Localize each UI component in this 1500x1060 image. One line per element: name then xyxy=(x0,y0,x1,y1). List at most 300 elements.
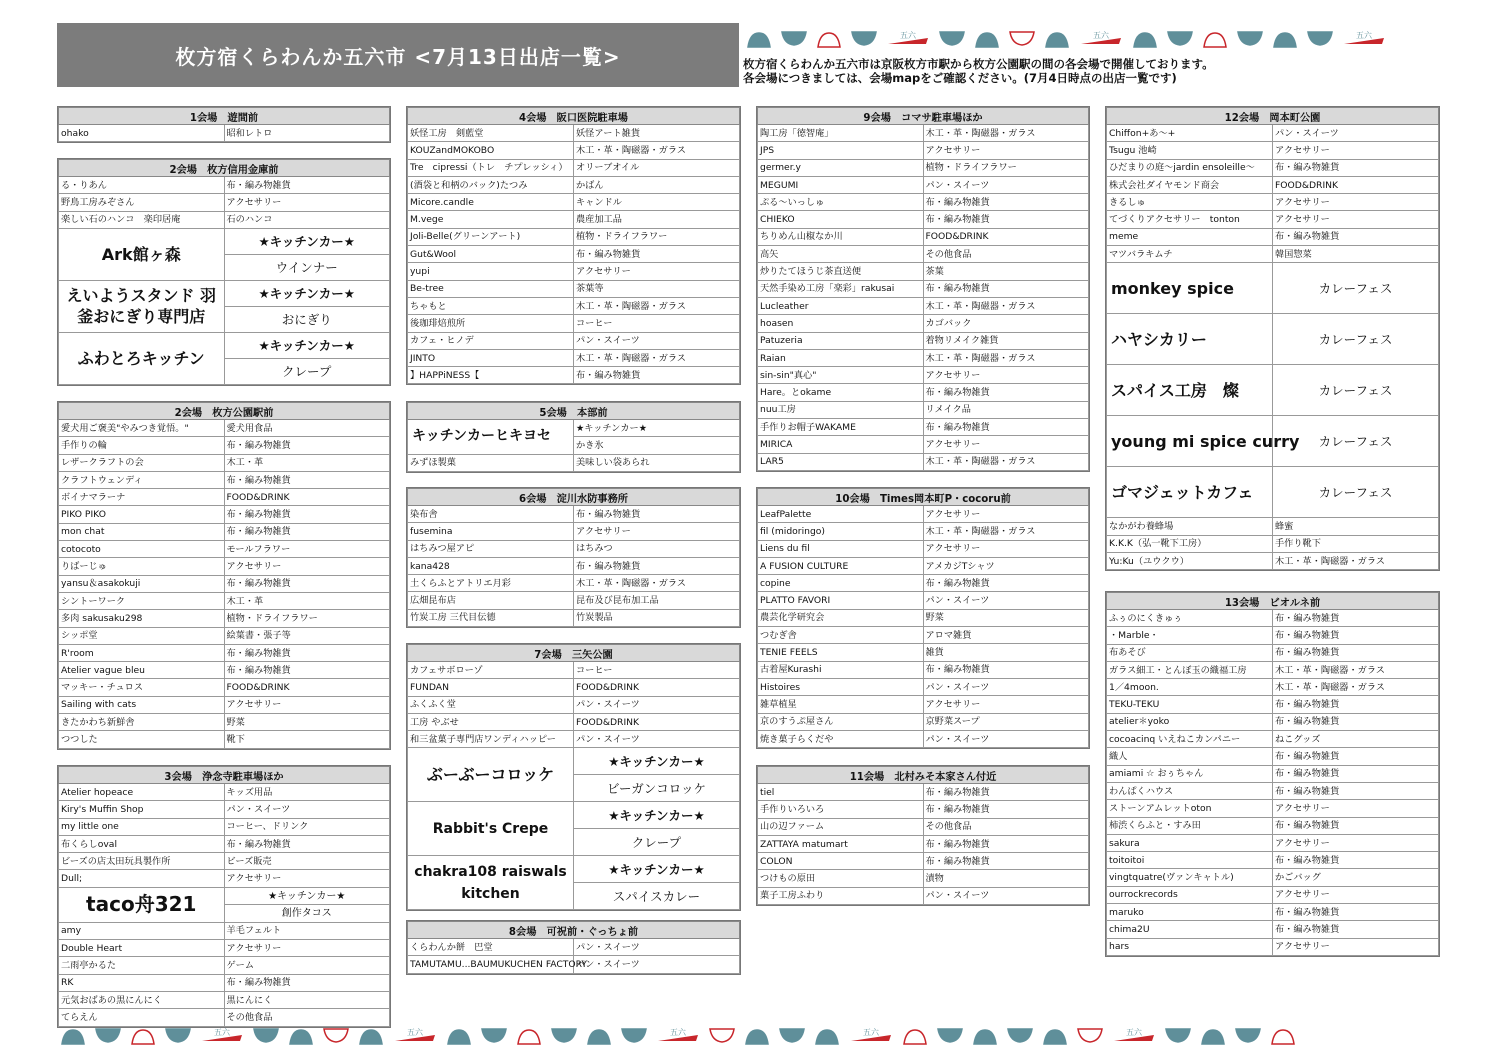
curry-fes-row xyxy=(1107,365,1439,416)
vendor-row xyxy=(1107,921,1439,938)
vendor-category: アクセサリー xyxy=(923,696,1089,713)
venue-13-table xyxy=(1105,591,1440,957)
vendor-row xyxy=(758,453,1089,470)
vendor-category: FOOD&DRINK xyxy=(574,679,740,696)
vendor-category: 茶葉 xyxy=(923,263,1089,280)
vendor-row xyxy=(408,540,740,557)
vendor-category: 野菜 xyxy=(224,714,390,731)
vendor-name: 焼き菓子らくだや xyxy=(758,730,924,747)
vendor-category: アクセサリー xyxy=(574,263,740,280)
vendor-row xyxy=(59,940,390,957)
vendor-category: パン・スイーツ xyxy=(923,887,1089,904)
vendor-name: 手作りお帽子WAKAME xyxy=(758,419,924,436)
vendor-category: パン・スイーツ xyxy=(574,332,740,349)
vendor-name: きたかわち新鮮舎 xyxy=(59,714,225,731)
vendor-row xyxy=(408,332,740,349)
venue-3-header: 3会場 浄念寺駐車場ほか xyxy=(59,767,390,784)
vendor-row xyxy=(1107,535,1439,552)
kitchen-car-item: おにぎり xyxy=(224,306,390,332)
kitchen-car-name: ふわとろキッチン xyxy=(59,332,225,384)
logo-text: 五六 xyxy=(1093,31,1109,40)
vendor-category: 木工・革・陶磁器・ガラス xyxy=(923,349,1089,366)
vendor-category: 愛犬用食品 xyxy=(224,420,390,437)
vendor-name: シッポ堂 xyxy=(59,627,225,644)
vendor-row xyxy=(1107,552,1439,569)
vendor-name: 竹炭工房 三代目伝德 xyxy=(408,609,574,626)
vendor-category: 木工・革・陶磁器・ガラス xyxy=(923,523,1089,540)
vendor-category: 絵葉書・張子等 xyxy=(224,627,390,644)
vendor-row xyxy=(59,731,390,748)
vendor-name: Gut&Wool xyxy=(408,246,574,263)
vendor-row xyxy=(758,246,1089,263)
vendor-row xyxy=(758,142,1089,159)
vendor-name: つつした xyxy=(59,731,225,748)
bowl-icon xyxy=(1165,1027,1191,1045)
vendor-name: てらえん xyxy=(59,1009,225,1026)
kitchen-car-tag: ★キッチンカー★ xyxy=(224,332,390,358)
vendor-row xyxy=(59,870,390,887)
kitchen-car-row xyxy=(408,856,740,883)
vendor-category: コーヒー xyxy=(574,662,740,679)
kitchen-car-tag: ★キッチンカー★ xyxy=(574,856,740,883)
vendor-name: Sailing with cats xyxy=(59,696,225,713)
vendor-name: 和三盆菓子専門店ワンディハッピー xyxy=(408,731,574,748)
vendor-row xyxy=(408,731,740,748)
vendor-category: 布・編み物雑貨 xyxy=(224,575,390,592)
vendor-row xyxy=(758,297,1089,314)
vendor-category: 布・編み物雑貨 xyxy=(224,974,390,991)
vendor-row xyxy=(758,349,1089,366)
vendor-name: つむぎ舎 xyxy=(758,627,924,644)
vendor-name: FUNDAN xyxy=(408,679,574,696)
vendor-row xyxy=(59,714,390,731)
vendor-name: カフェサボローゾ xyxy=(408,662,574,679)
vendor-name: くらわんか餅 巴堂 xyxy=(408,939,574,956)
vendor-row xyxy=(1107,869,1439,886)
vendor-category: 布・編み物雑貨 xyxy=(923,575,1089,592)
vendor-name: R'room xyxy=(59,644,225,661)
vendor-row xyxy=(1107,731,1439,748)
vendor-row xyxy=(758,315,1089,332)
kitchen-car-name: ぶーぶーコロッケ xyxy=(408,748,574,802)
vendor-name: Yu:Ku（ユウクウ） xyxy=(1107,552,1273,569)
vendor-row xyxy=(1107,211,1439,228)
vendor-category: オリーブオイル xyxy=(574,159,740,176)
kitchen-car-tag: ★キッチンカー★ xyxy=(224,280,390,306)
vendor-row xyxy=(59,506,390,523)
vendor-name: kana428 xyxy=(408,557,574,574)
gorokuichi-logo-icon xyxy=(656,1027,700,1045)
vendor-row xyxy=(1107,518,1439,535)
vendor-row xyxy=(408,523,740,540)
vendor-row xyxy=(59,541,390,558)
vendor-name: chima2U xyxy=(1107,921,1273,938)
vendor-category: パン・スイーツ xyxy=(224,801,390,818)
vendor-row xyxy=(758,801,1089,818)
vendor-category: 木工・革・陶磁器・ガラス xyxy=(574,297,740,314)
vendor-category: 美味しい袋あられ xyxy=(574,454,740,471)
vendor-category: 布・編み物雑貨 xyxy=(574,367,740,384)
vendor-name: ボイナマラーナ xyxy=(59,489,225,506)
gorokuichi-logo-icon xyxy=(886,30,930,48)
bowl-icon xyxy=(95,1027,121,1045)
vendor-row xyxy=(758,730,1089,747)
vendor-row xyxy=(408,454,740,471)
vendor-name: 雑草植星 xyxy=(758,696,924,713)
vendor-row xyxy=(59,818,390,835)
vendor-name: ohako xyxy=(59,125,225,142)
vendor-category: 蜂蜜 xyxy=(1273,518,1439,535)
vendor-row xyxy=(1107,142,1439,159)
vendor-row xyxy=(758,263,1089,280)
vendor-category: アクセサリー xyxy=(1273,886,1439,903)
vendor-name: マッキー・チュロス xyxy=(59,679,225,696)
vendor-category: 羊毛フェルト xyxy=(224,922,390,939)
bowl-icon xyxy=(1167,30,1193,48)
vendor-category: アメカジTシャツ xyxy=(923,557,1089,574)
vendor-category: アクセサリー xyxy=(1273,938,1439,955)
bowl-icon xyxy=(851,30,877,48)
vendor-name: Chiffon+あ〜+ xyxy=(1107,125,1273,142)
kitchen-car-row xyxy=(408,420,740,437)
bowl-icon xyxy=(1202,30,1228,48)
vendor-row xyxy=(1107,661,1439,678)
venue-9-table xyxy=(756,106,1090,472)
vendor-row xyxy=(408,125,740,142)
kitchen-car-name: chakra108 raiswals kitchen xyxy=(408,856,574,910)
vendor-category: コーヒー、ドリンク xyxy=(224,818,390,835)
vendor-row xyxy=(408,159,740,176)
vendor-category: 布・編み物雑貨 xyxy=(923,835,1089,852)
vendor-name: ガラス細工・とんぼ玉の織福工房 xyxy=(1107,661,1273,678)
vendor-category: キッズ用品 xyxy=(224,784,390,801)
vendor-category: 布・編み物雑貨 xyxy=(574,506,740,523)
vendor-row xyxy=(59,194,390,211)
kitchen-car-name: キッチンカーヒキヨセ xyxy=(408,420,574,455)
vendor-category: キャンドル xyxy=(574,194,740,211)
curry-fes-row xyxy=(1107,263,1439,314)
bowl-icon xyxy=(130,1027,156,1045)
intro-line: 枚方宿くらわんか五六市は京阪枚方市駅から枚方公園駅の間の各会場で開催しております。 xyxy=(743,57,1214,71)
vendor-name: amy xyxy=(59,922,225,939)
bowl-icon xyxy=(1235,1027,1261,1045)
vendor-name: Tsugu 池崎 xyxy=(1107,142,1273,159)
vendor-row xyxy=(408,315,740,332)
vendor-category: 布・編み物雑貨 xyxy=(1273,904,1439,921)
bowl-icon xyxy=(939,30,965,48)
kitchen-car-item: ビーガンコロッケ xyxy=(574,775,740,802)
vendor-category: FOOD&DRINK xyxy=(224,489,390,506)
vendor-category: 布・編み物雑貨 xyxy=(224,471,390,488)
vendor-category: かごバッグ xyxy=(1273,869,1439,886)
vendor-name: LAR5 xyxy=(758,453,924,470)
vendor-category: パン・スイーツ xyxy=(923,176,1089,193)
vendor-row xyxy=(1107,696,1439,713)
bowl-icon xyxy=(60,1027,86,1045)
kitchen-car-item: 創作タコス xyxy=(224,905,390,923)
vendor-row xyxy=(408,557,740,574)
vendor-category: ねこグッズ xyxy=(1273,731,1439,748)
kitchen-car-item: クレープ xyxy=(574,829,740,856)
vendor-name: カフェ・ヒノデ xyxy=(408,332,574,349)
vendor-row xyxy=(758,609,1089,626)
vendor-category: アクセサリー xyxy=(224,194,390,211)
vendor-name: 手作りいろいろ xyxy=(758,801,924,818)
bowl-icon xyxy=(1237,30,1263,48)
bowl-icon xyxy=(779,1027,805,1045)
vendor-row xyxy=(1107,176,1439,193)
vendor-row xyxy=(758,818,1089,835)
vendor-category: 布・編み物雑貨 xyxy=(923,384,1089,401)
vendor-row xyxy=(1107,246,1439,263)
vendor-name: Double Heart xyxy=(59,940,225,957)
bowl-icon xyxy=(1307,30,1333,48)
kitchen-car-tag: ★キッチンカー★ xyxy=(574,802,740,829)
vendor-category: 布・編み物雑貨 xyxy=(1273,921,1439,938)
vendor-row xyxy=(1107,159,1439,176)
venue-11-table xyxy=(756,765,1090,906)
vendor-name: fil (midoringo) xyxy=(758,523,924,540)
vendor-name: ・Marble・ xyxy=(1107,627,1273,644)
vendor-name: yansu＆asakokuji xyxy=(59,575,225,592)
kitchen-car-tag: ★キッチンカー★ xyxy=(574,748,740,775)
vendor-category: パン・スイーツ xyxy=(574,731,740,748)
vendor-category: 布・編み物雑貨 xyxy=(224,523,390,540)
vendor-name: ハヤシカリー xyxy=(1107,314,1273,365)
vendor-name: ふくふく堂 xyxy=(408,696,574,713)
vendor-category: 布・編み物雑貨 xyxy=(923,801,1089,818)
vendor-row xyxy=(758,853,1089,870)
vendor-category: 木工・革・陶磁器・ガラス xyxy=(574,142,740,159)
vendor-row xyxy=(408,228,740,245)
vendor-category: ビーズ販売 xyxy=(224,853,390,870)
vendor-category: 植物・ドライフラワー xyxy=(574,228,740,245)
vendor-name: 織人 xyxy=(1107,748,1273,765)
vendor-category: 布・編み物雑貨 xyxy=(1273,644,1439,661)
vendor-row xyxy=(758,419,1089,436)
kitchen-car-row xyxy=(59,228,390,254)
logo-text: 五六 xyxy=(1126,1028,1142,1037)
vendor-name: 妖怪工房 剣藍堂 xyxy=(408,125,574,142)
vendor-category: 木工・革・陶磁器・ガラス xyxy=(574,349,740,366)
vendor-name: Be-tree xyxy=(408,280,574,297)
bowl-icon xyxy=(1077,1027,1103,1045)
vendor-category: パン・スイーツ xyxy=(1273,125,1439,142)
bowl-icon xyxy=(446,1027,472,1045)
vendor-category: 布・編み物雑貨 xyxy=(923,853,1089,870)
vendor-row xyxy=(59,957,390,974)
vendor-name: TENIE FEELS xyxy=(758,644,924,661)
vendor-row xyxy=(59,437,390,454)
vendor-category: FOOD&DRINK xyxy=(1273,176,1439,193)
vendor-row xyxy=(758,401,1089,418)
vendor-name: 広畑昆布店 xyxy=(408,592,574,609)
vendor-name: A FUSION CULTURE xyxy=(758,557,924,574)
vendor-category: 布・編み物雑貨 xyxy=(574,246,740,263)
vendor-name: Dull; xyxy=(59,870,225,887)
gorokuichi-logo-icon xyxy=(849,1027,893,1045)
vendor-row xyxy=(59,644,390,661)
venue-6-table xyxy=(406,487,741,628)
vendor-category: アクセサリー xyxy=(224,558,390,575)
gorokuichi-logo-icon xyxy=(1079,30,1123,48)
vendor-category: 雑貨 xyxy=(923,644,1089,661)
venue-2b-header: 2会場 枚方公園駅前 xyxy=(59,403,390,420)
vendor-name: Atelier vague bleu xyxy=(59,662,225,679)
logo-text: 五六 xyxy=(900,31,916,40)
vendor-name: る・りあん xyxy=(59,177,225,194)
vendor-category: 布・編み物雑貨 xyxy=(1273,627,1439,644)
vendor-name: 二雨亭かるた xyxy=(59,957,225,974)
vendor-category: アクセサリー xyxy=(574,523,740,540)
vendor-row xyxy=(1107,938,1439,955)
vendor-name: JPS xyxy=(758,142,924,159)
vendor-category: 布・編み物雑貨 xyxy=(224,835,390,852)
venue-2a-header: 2会場 枚方信用金庫前 xyxy=(59,160,390,177)
vendor-row xyxy=(1107,194,1439,211)
vendor-row xyxy=(408,280,740,297)
vendor-row xyxy=(408,713,740,730)
venue-7-table xyxy=(406,643,741,911)
vendor-category: 布・編み物雑貨 xyxy=(574,557,740,574)
vendor-category: 布・編み物雑貨 xyxy=(1273,713,1439,730)
vendor-name: meme xyxy=(1107,228,1273,245)
vendor-name: ひだまりの庭〜jardin ensoleille〜 xyxy=(1107,159,1273,176)
vendor-name: my little one xyxy=(59,818,225,835)
vendor-name: RK xyxy=(59,974,225,991)
vendor-category: 妖怪アート雑貨 xyxy=(574,125,740,142)
kitchen-car-row xyxy=(59,332,390,358)
vendor-name: Micore.candle xyxy=(408,194,574,211)
vendor-category: カレーフェス xyxy=(1273,365,1439,416)
bowl-icon xyxy=(709,1027,735,1045)
vendor-row xyxy=(758,280,1089,297)
vendor-name: K.K.K（弘一靴下工房） xyxy=(1107,535,1273,552)
vendor-row xyxy=(408,592,740,609)
vendor-category: 布・編み物雑貨 xyxy=(1273,817,1439,834)
vendor-row xyxy=(1107,679,1439,696)
vendor-row xyxy=(408,211,740,228)
vendor-name: toitoitoi xyxy=(1107,852,1273,869)
vendor-row xyxy=(59,125,390,142)
kitchen-car-tag: ★キッチンカー★ xyxy=(574,420,740,437)
vendor-category: 靴下 xyxy=(224,731,390,748)
bowl-icon xyxy=(288,1027,314,1045)
vendor-name: 農芸化学研究会 xyxy=(758,609,924,626)
vendor-row xyxy=(758,384,1089,401)
kitchen-car-name: Ark館ヶ森 xyxy=(59,228,225,280)
bowl-icon xyxy=(1270,1027,1296,1045)
vendor-category: 木工・革・陶磁器・ガラス xyxy=(923,125,1089,142)
gorokuichi-logo-icon xyxy=(1112,1027,1156,1045)
vendor-category: FOOD&DRINK xyxy=(923,228,1089,245)
vendor-row xyxy=(758,644,1089,661)
vendor-category: カレーフェス xyxy=(1273,263,1439,314)
vendor-name: 布あそび xyxy=(1107,644,1273,661)
vendor-category: モールフラワー xyxy=(224,541,390,558)
vendor-category: 布・編み物雑貨 xyxy=(1273,782,1439,799)
kitchen-car-row xyxy=(408,802,740,829)
vendor-category: 布・編み物雑貨 xyxy=(1273,852,1439,869)
kitchen-car-item: ウインナー xyxy=(224,254,390,280)
vendor-name: ちゃもと xyxy=(408,297,574,314)
vendor-category: アクセサリー xyxy=(1273,800,1439,817)
vendor-name: COLON xyxy=(758,853,924,870)
vendor-name: スパイス工房 燦 xyxy=(1107,365,1273,416)
vendor-row xyxy=(408,679,740,696)
vendor-name: クラフトウェンディ xyxy=(59,471,225,488)
vendor-name: きるしゅ xyxy=(1107,194,1273,211)
vendor-name: TAMUTAMU...BAUMUKUCHEN FACTORY xyxy=(408,956,574,973)
vendor-name: young mi spice curry xyxy=(1107,416,1273,467)
vendor-row xyxy=(408,939,740,956)
vendor-name: sin-sin"真心" xyxy=(758,367,924,384)
vendor-category: 布・編み物雑貨 xyxy=(1273,228,1439,245)
kitchen-car-row xyxy=(59,887,390,905)
vendor-name: 元気おばあの黒にんにく xyxy=(59,991,225,1008)
vendor-category: 昆布及び昆布加工品 xyxy=(574,592,740,609)
vendor-name: 陶工房「徳智庵」 xyxy=(758,125,924,142)
vendor-row xyxy=(408,956,740,973)
venue-13-header: 13会場 ビオルネ前 xyxy=(1107,593,1439,610)
vendor-row xyxy=(758,332,1089,349)
vendor-name: hoasen xyxy=(758,315,924,332)
vendor-name: はちみつ屋アピ xyxy=(408,540,574,557)
vendor-name: KOUZandMOKOBO xyxy=(408,142,574,159)
vendor-row xyxy=(758,887,1089,904)
vendor-category: その他食品 xyxy=(923,818,1089,835)
vendor-name: yupi xyxy=(408,263,574,280)
vendor-category: 竹炭製品 xyxy=(574,609,740,626)
vendor-name: 】HAPPiNESS【 xyxy=(408,367,574,384)
vendor-row xyxy=(1107,904,1439,921)
vendor-name: Lucleather xyxy=(758,297,924,314)
vendor-name: hars xyxy=(1107,938,1273,955)
venue-4-header: 4会場 阪口医院駐車場 xyxy=(408,108,740,125)
vendor-row xyxy=(59,922,390,939)
vendor-category: コーヒー xyxy=(574,315,740,332)
vendor-category: 布・編み物雑貨 xyxy=(1273,748,1439,765)
vendor-category: カレーフェス xyxy=(1273,314,1439,365)
vendor-category: カレーフェス xyxy=(1273,467,1439,518)
vendor-name: 工房 やぶせ xyxy=(408,713,574,730)
vendor-row xyxy=(59,662,390,679)
vendor-row xyxy=(758,713,1089,730)
vendor-row xyxy=(59,679,390,696)
vendor-row xyxy=(758,575,1089,592)
curry-fes-row xyxy=(1107,467,1439,518)
vendor-category: 木工・革・陶磁器・ガラス xyxy=(1273,679,1439,696)
vendor-name: Joli-Belle(グリーンアート) xyxy=(408,228,574,245)
vendor-name: 多肉 sakusaku298 xyxy=(59,610,225,627)
vendor-name: Kiry's Muffin Shop xyxy=(59,801,225,818)
vendor-name: 野鳥工房みぞさん xyxy=(59,194,225,211)
vendor-category: アクセサリー xyxy=(923,142,1089,159)
vendor-category: アクセサリー xyxy=(923,367,1089,384)
kitchen-car-tag: ★キッチンカー★ xyxy=(224,887,390,905)
vendor-category: 野菜 xyxy=(923,609,1089,626)
vendor-row xyxy=(758,540,1089,557)
logo-text: 五六 xyxy=(863,1028,879,1037)
vendor-row xyxy=(59,523,390,540)
vendor-row xyxy=(1107,748,1439,765)
vendor-row xyxy=(408,662,740,679)
venue-4-table xyxy=(406,106,741,385)
vendor-category: 昭和レトロ xyxy=(224,125,390,142)
vendor-name: 菓子工房ふわり xyxy=(758,887,924,904)
vendor-name: シントーワーク xyxy=(59,592,225,609)
vendor-row xyxy=(758,870,1089,887)
